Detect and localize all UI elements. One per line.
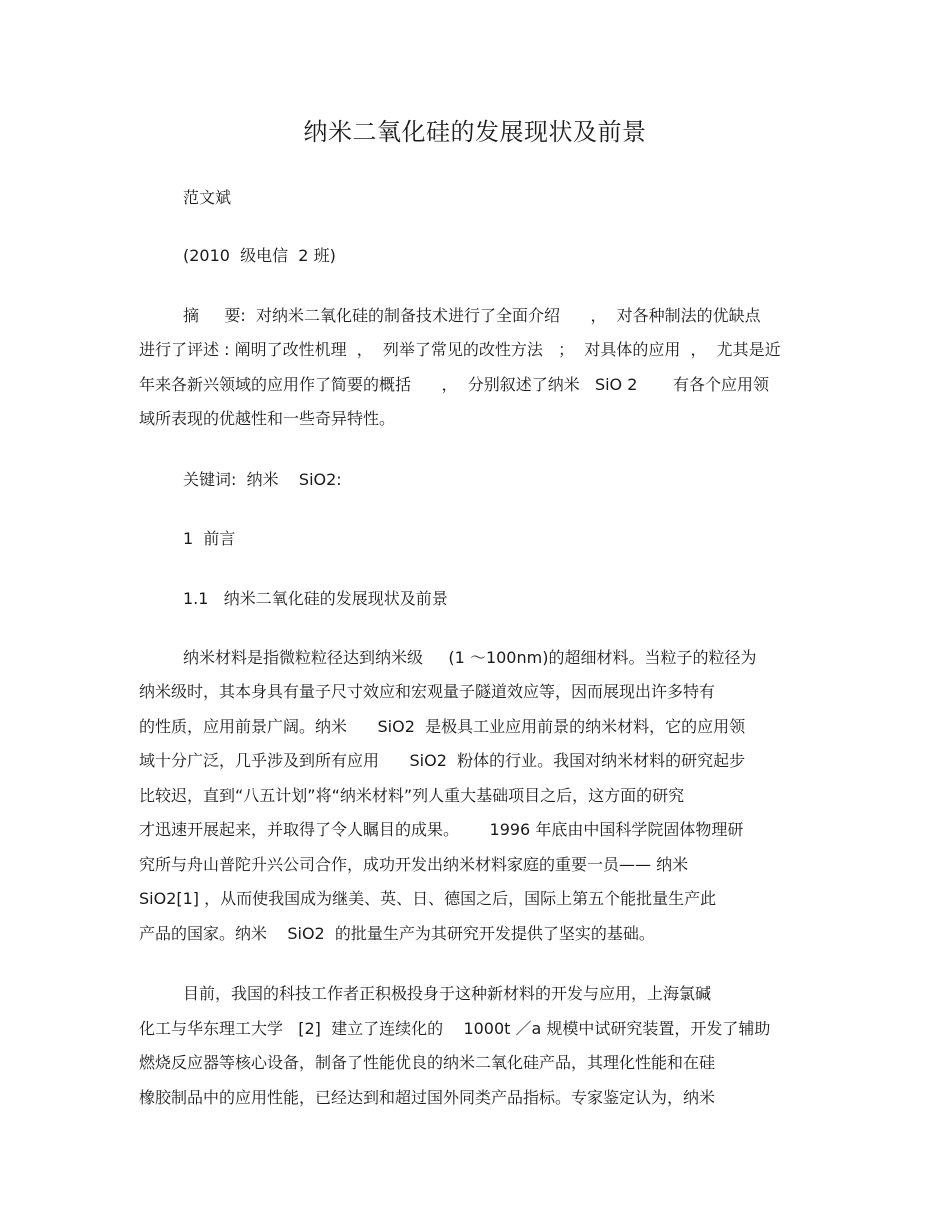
paragraph-line: 才迅速开展起来，并取得了令人瞩目的成果。 1996 年底由中国科学院固体物理研: [139, 820, 744, 839]
paragraph-line: 比较迟，直到“八五计划”将“纳米材料”列人重大基础项目之后，这方面的研究: [139, 786, 685, 805]
author-affiliation: (2010 级电信 2 班): [183, 246, 336, 265]
paragraph-line: 目前，我国的科技工作者正积极投身于这种新材料的开发与应用，上海氯碱: [183, 984, 712, 1003]
paragraph-line: 燃烧反应器等核心设备，制备了性能优良的纳米二氧化硅产品，其理化性能和在硅: [139, 1053, 716, 1072]
paragraph-line: 究所与舟山普陀升兴公司合作，成功开发出纳米材料家庭的重要一员—— 纳米: [139, 855, 689, 874]
document-title: 纳米二氧化硅的发展现状及前景: [303, 118, 647, 146]
paragraph-line: 橡胶制品中的应用性能，已经达到和超过国外同类产品指标。专家鉴定认为，纳米: [139, 1088, 716, 1107]
abstract-line: 进行了评述 : 阐明了改性机理 ， 列举了常见的改性方法 ； 对具体的应用 ， 尤其是近: [139, 340, 781, 359]
paragraph-line: SiO2[1] ，从而使我国成为继美、英、日、德国之后，国际上第五个能批量生产此: [139, 889, 717, 908]
keywords: 关键词: 纳米 SiO2:: [183, 470, 342, 489]
abstract-line: 年来各新兴领域的应用作了简要的概括 ， 分别叙述了纳米 SiO 2 有各个应用领: [139, 375, 770, 394]
paragraph-line: 域十分广泛，几乎涉及到所有应用 SiO2 粉体的行业。我国对纳米材料的研究起步: [139, 751, 746, 770]
paragraph-line: 纳米级时，其本身具有量子尺寸效应和宏观量子隧道效应等，因而展现出许多特有: [139, 682, 716, 701]
abstract-line: 域所表现的优越性和一些奇异特性。: [139, 409, 396, 428]
paragraph-line: 纳米材料是指微粒粒径达到纳米级 (1 ～100nm)的超细材料。当粒子的粒径为: [183, 648, 757, 667]
section-heading-1: 1 前言: [183, 529, 236, 548]
paragraph-line: 的性质，应用前景广阔。纳米 SiO2 是极具工业应用前景的纳米材料，它的应用领: [139, 717, 746, 736]
paragraph-line: 化工与华东理工大学 [2] 建立了连续化的 1000t ／a 规模中试研究装置，开发了辅助: [139, 1019, 771, 1038]
author-name: 范文斌: [183, 188, 232, 207]
section-heading-1-1: 1.1 纳米二氧化硅的发展现状及前景: [183, 589, 448, 608]
paragraph-line: 产品的国家。纳米 SiO2 的批量生产为其研究开发提供了坚实的基础。: [139, 924, 655, 943]
abstract-line: 摘 要: 对纳米二氧化硅的制备技术进行了全面介绍 ， 对各种制法的优缺点: [183, 306, 761, 325]
